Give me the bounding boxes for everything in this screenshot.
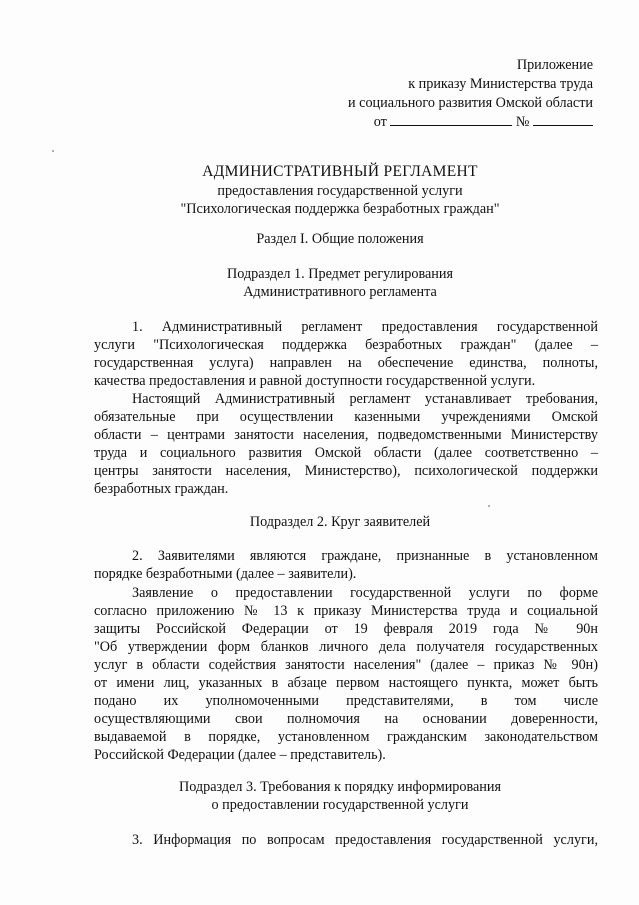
title-main: АДМИНИСТРАТИВНЫЙ РЕГЛАМЕНТ bbox=[202, 163, 478, 180]
paragraph-2 bbox=[94, 390, 598, 498]
paragraph-4 bbox=[94, 584, 598, 764]
paragraph-line: безработных граждан. bbox=[94, 481, 229, 497]
paragraph-line: центры занятости населения, Министерство), психологической поддержки bbox=[94, 463, 598, 479]
attachment-line-3: и социального развития Омской области bbox=[348, 95, 593, 111]
paragraph-line: 1. Административный регламент предоставления государственной bbox=[132, 319, 598, 335]
title-line-3: "Психологическая поддержка безработных граждан" bbox=[180, 201, 500, 217]
date-blank bbox=[390, 113, 512, 126]
paragraph-line: услуг в области содействия занятости населения" (далее – приказ № 90н) bbox=[94, 657, 598, 673]
number-sign: № bbox=[515, 114, 530, 130]
paragraph-3 bbox=[94, 547, 598, 583]
subsection-2-heading bbox=[60, 513, 620, 531]
paragraph-line: государственная услуга) направлен на обеспечение единства, полноты, bbox=[94, 355, 598, 371]
scan-speck bbox=[488, 505, 490, 507]
subsection-3-heading-line-2: о предоставлении государственной услуги bbox=[211, 797, 469, 813]
paragraph-line: Заявление о предоставлении государственной услуги по форме bbox=[132, 585, 598, 601]
number-blank bbox=[533, 113, 593, 126]
subsection-3-heading bbox=[60, 778, 620, 814]
paragraph-line: "Об утверждении форм бланков личного дела получателя государственных bbox=[94, 639, 598, 655]
attachment-date-line bbox=[348, 113, 593, 132]
paragraph-line: Настоящий Административный регламент устанавливает требования, bbox=[132, 391, 598, 407]
paragraph-5 bbox=[94, 831, 598, 849]
section-heading bbox=[60, 230, 620, 248]
subsection-2-heading-text: Подраздел 2. Круг заявителей bbox=[249, 514, 431, 530]
paragraph-line: согласно приложению № 13 к приказу Министерства труда и социальной bbox=[94, 603, 598, 619]
attachment-line-1: Приложение bbox=[516, 57, 593, 73]
subsection-1-heading-line-1: Подраздел 1. Предмет регулирования bbox=[227, 266, 453, 282]
subsection-1-heading bbox=[60, 265, 620, 301]
subsection-3-heading-line-1: Подраздел 3. Требования к порядку информирования bbox=[178, 779, 502, 795]
paragraph-1 bbox=[94, 318, 598, 390]
title-line-2: предоставления государственной услуги bbox=[217, 183, 463, 199]
attachment-line-2: к приказу Министерства труда bbox=[408, 76, 593, 92]
paragraph-line: порядке безработными (далее – заявители). bbox=[94, 566, 357, 582]
paragraph-line: выдаваемой в порядке, установленном гражданским законодательством bbox=[94, 729, 598, 745]
paragraph-line: осуществляющими свои полномочия на основании доверенности, bbox=[94, 711, 598, 727]
paragraph-line: подано их уполномоченными представителями, в том числе bbox=[94, 693, 598, 709]
date-prefix: от bbox=[373, 114, 387, 130]
paragraph-line: услуги "Психологическая поддержка безработных граждан" (далее – bbox=[94, 337, 598, 353]
paragraph-line: от имени лиц, указанных в абзаце первом настоящего пункта, может быть bbox=[94, 675, 598, 691]
paragraph-line: труда и социального развития Омской области (далее соответственно – bbox=[94, 445, 598, 461]
attachment-header bbox=[348, 56, 593, 132]
paragraph-line: качества предоставления и равной доступности государственной услуги. bbox=[94, 373, 536, 389]
section-1-heading: Раздел I. Общие положения bbox=[256, 231, 424, 247]
paragraph-line: Российской Федерации (далее – представитель). bbox=[94, 747, 386, 763]
subsection-1-heading-line-2: Административного регламента bbox=[243, 284, 437, 300]
paragraph-line: защиты Российской Федерации от 19 февраля 2019 года № 90н bbox=[94, 621, 598, 637]
paragraph-line: 2. Заявителями являются граждане, признанные в установленном bbox=[132, 548, 598, 564]
document-title bbox=[60, 162, 620, 218]
paragraph-line: области – центрами занятости населения, подведомственными Министерству bbox=[94, 427, 598, 443]
paragraph-line: обязательные при осуществлении казенными учреждениями Омской bbox=[94, 409, 598, 425]
paragraph-line: 3. Информация по вопросам предоставления государственной услуги, bbox=[132, 832, 598, 848]
scan-speck bbox=[52, 150, 54, 152]
